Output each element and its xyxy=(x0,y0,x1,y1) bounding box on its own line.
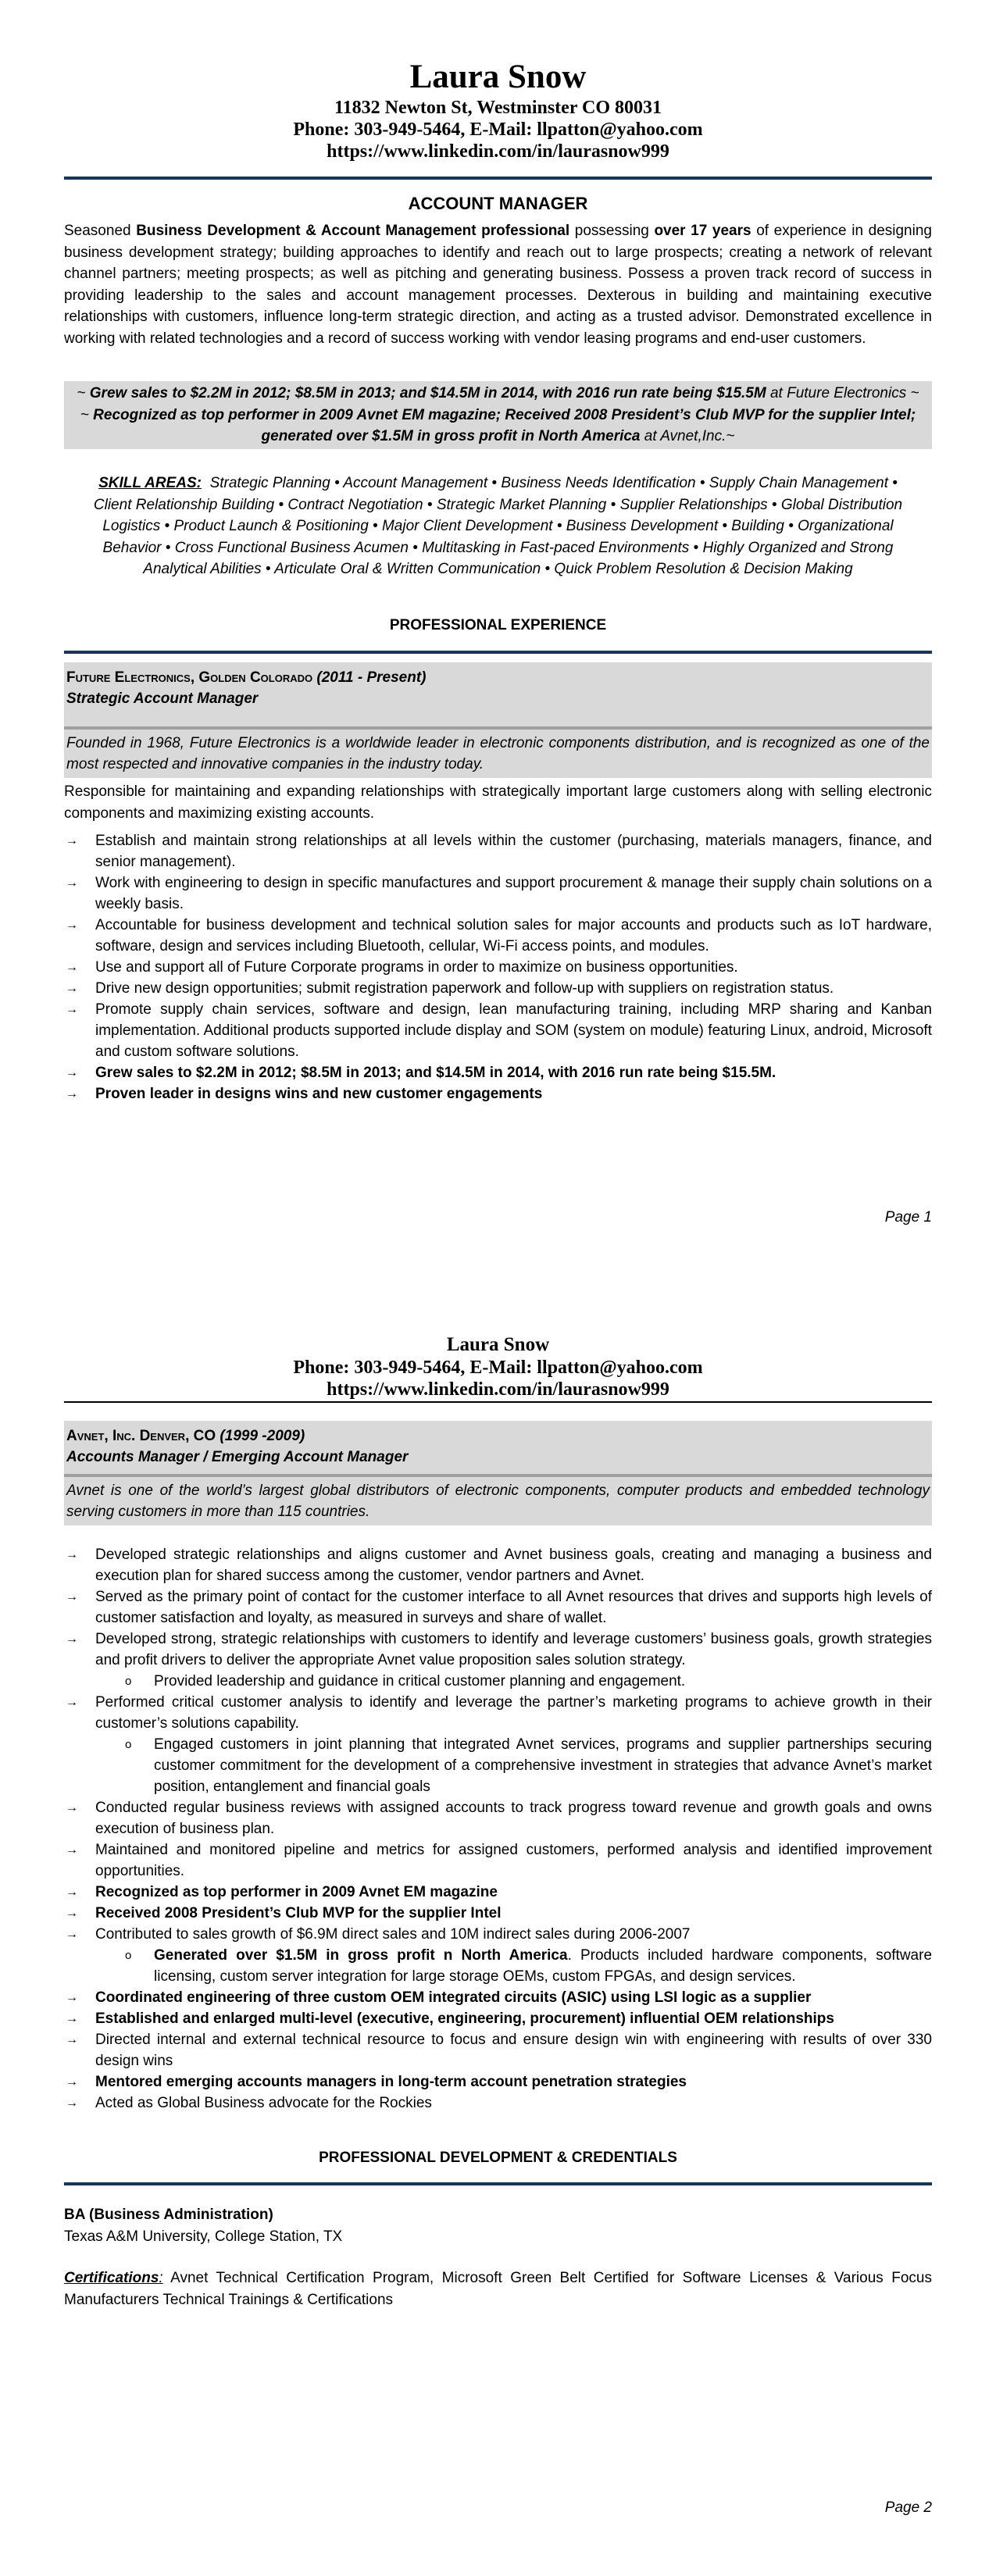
list-item xyxy=(64,2008,932,2029)
highlight-suffix: at Future Electronics ~ xyxy=(766,385,919,401)
bullet-text: Received 2008 President’s Club MVP for the supplier Intel xyxy=(95,1905,502,1921)
list-item xyxy=(64,830,932,872)
experience-title: PROFESSIONAL EXPERIENCE xyxy=(389,617,607,633)
bullet-text: Accountable for business development and technical solution sales for major accounts and products such as IoT hardware, software, design and services including Bluetooth, cellular, Wi-Fi access points, and modules. xyxy=(95,917,932,954)
candidate-name: Laura Snow xyxy=(446,1334,550,1355)
job-bullets-future-electronics xyxy=(64,830,932,1104)
bullet-text: Mentored emerging accounts managers in long-term account penetration strategies xyxy=(95,2074,687,2090)
summary-text: possessing xyxy=(569,223,655,239)
bullet-text: Proven leader in designs wins and new customer engagements xyxy=(95,1086,543,1102)
arrow-bullet-icon: → xyxy=(66,919,78,932)
profile-title: ACCOUNT MANAGER xyxy=(408,194,588,213)
list-item xyxy=(64,1797,932,1839)
job-dates: (1999 -2009) xyxy=(220,1428,305,1444)
job-heading xyxy=(64,1421,932,1474)
bullet-text: Acted as Global Business advocate for the Rockies xyxy=(95,2095,432,2111)
arrow-bullet-icon: → xyxy=(66,1928,78,1941)
arrow-bullet-icon: → xyxy=(66,1843,78,1857)
arrow-bullet-icon: → xyxy=(66,1003,78,1016)
arrow-bullet-icon: → xyxy=(66,2075,78,2089)
header-divider xyxy=(64,177,932,180)
degree: BA (Business Administration) xyxy=(64,2207,273,2223)
company-description: Avnet is one of the world’s largest global distributors of electronic components, computer products and embedded technology serving customers in more than 115 countries. xyxy=(66,1482,930,1520)
list-item xyxy=(64,1692,932,1734)
list-item xyxy=(64,2093,932,2114)
bullet-text: Provided leadership and guidance in critical customer planning and engagement. xyxy=(154,1673,686,1689)
job-header-future-electronics xyxy=(64,662,932,778)
bullet-text: Use and support all of Future Corporate programs in order to maximize on business opportunities. xyxy=(95,959,738,976)
list-item xyxy=(64,1629,932,1671)
bullet-text: Directed internal and external technical resource to focus and ensure design win with engineering with results of over 330 design wins xyxy=(95,2032,932,2069)
highlight-bold: Grew sales to $2.2M in 2012; $8.5M in 2013; and $14.5M in 2014, with 2016 run rate being $15.5M xyxy=(89,385,766,401)
list-item xyxy=(64,999,932,1062)
skills-label: SKILL AREAS: xyxy=(98,475,202,491)
arrow-bullet-icon: → xyxy=(66,1907,78,1920)
list-item xyxy=(64,915,932,957)
arrow-bullet-icon: → xyxy=(66,876,78,890)
bullet-text: Establish and maintain strong relationships at all levels within the customer (purchasing, materials managers, finance, and senior management). xyxy=(95,833,932,870)
list-item xyxy=(64,1062,932,1083)
arrow-bullet-icon: → xyxy=(66,1632,78,1646)
skills-list: Strategic Planning • Account Management • Business Needs Identification • Supply Chain Management • Client Relationship Building • Contract Negotiation • Strategic Market Planning • Supplier Relationships • Global Distribution Logistics • Product Launch & Positioning • Major Client Development • Business Development • Building • Organizational Behavior • Cross Functional Business Acumen • Multitasking in Fast-paced Environments • Highly Organized and Strong Analytical Abilities • Articulate Oral & Written Communication • Quick Problem Resolution & Decision Making xyxy=(93,475,903,577)
candidate-name: Laura Snow xyxy=(409,59,587,95)
summary-text: Seasoned xyxy=(64,223,137,239)
job-dates: (2011 - Present) xyxy=(316,669,427,686)
highlight-bold: Recognized as top performer in 2009 Avnet EM magazine; Received 2008 President’s Club MVP for the supplier Intel; generated over $1.5M in gross profit in North America xyxy=(93,406,916,444)
credentials-title: PROFESSIONAL DEVELOPMENT & CREDENTIALS xyxy=(319,2150,677,2166)
arrow-bullet-icon: → xyxy=(66,1696,78,1709)
job-header-avnet xyxy=(64,1421,932,1525)
bullet-text: Engaged customers in joint planning that integrated Avnet services, programs and supplier partnerships securing customer commitment for the development of a comprehensive investment in strategies that advance Avnet’s market position, entanglement and financial goals xyxy=(154,1736,932,1795)
list-item xyxy=(64,1544,932,1586)
school: Texas A&M University, College Station, TX xyxy=(64,2228,343,2245)
list-item xyxy=(64,1987,932,2008)
arrow-bullet-icon: → xyxy=(66,1066,78,1079)
list-item xyxy=(64,2071,932,2093)
list-item-sub xyxy=(64,1671,932,1692)
arrow-bullet-icon: → xyxy=(66,2096,78,2110)
bullet-text: Conducted regular business reviews with assigned accounts to track progress toward revenue and growth goals and owns execution of business plan. xyxy=(95,1800,932,1837)
list-item xyxy=(64,1083,932,1104)
arrow-bullet-icon: → xyxy=(66,2012,78,2025)
highlight-item xyxy=(64,405,932,448)
bullet-text: Coordinated engineering of three custom OEM integrated circuits (ASIC) using LSI logic as a supplier xyxy=(95,1989,812,2006)
profile-summary xyxy=(64,220,932,349)
highlight-suffix: at Avnet,Inc.~ xyxy=(640,428,735,444)
arrow-bullet-icon: → xyxy=(66,1801,78,1814)
circle-bullet-icon: o xyxy=(125,1738,132,1751)
arrow-bullet-icon: → xyxy=(66,1886,78,1899)
arrow-bullet-icon: → xyxy=(66,1087,78,1101)
summary-emphasis: Business Development & Account Management professional xyxy=(136,223,570,239)
education xyxy=(64,2204,932,2247)
highlight-prefix: ~ xyxy=(77,385,90,401)
bullet-text: Served as the primary point of contact for the customer interface to all Avnet resources that drives and supports high levels of customer satisfaction and loyalty, as measured in surveys and share of wallet. xyxy=(95,1589,932,1626)
bullet-text: Work with engineering to design in specific manufactures and support procurement & manage their supply chain solutions on a weekly basis. xyxy=(95,875,932,912)
summary-text: of experience in designing business development strategy; building approaches to identify and reach out to large prospects; creating a network of relevant channel partners; meeting prospects; as well as pitching and generating business. Possess a proven track record of success in providing leadership to the sales and account management processes. Dexterous in building and maintaining executive relationships with customers, influence long-term strategic direction, and acting as a trusted advisor. Demonstrated excellence in working with related technologies and a record of success working with vendor leasing programs and end-user customers. xyxy=(64,223,932,347)
list-item xyxy=(64,1882,932,1903)
certifications-text: Avnet Technical Certification Program, Microsoft Green Belt Certified for Software Licenses & Various Focus Manufacturers Technical Trainings & Certifications xyxy=(64,2270,932,2308)
highlights-box xyxy=(64,381,932,449)
company-name: Future Electronics, Golden Colorado xyxy=(66,669,313,686)
arrow-bullet-icon: → xyxy=(66,1991,78,2004)
company-name: Avnet, Inc. Denver, CO xyxy=(66,1428,216,1444)
circle-bullet-icon: o xyxy=(125,1675,132,1688)
bullet-text: Performed critical customer analysis to identify and leverage the partner’s marketing programs to achieve growth in their customer’s solutions capability. xyxy=(95,1694,932,1732)
arrow-bullet-icon: → xyxy=(66,961,78,974)
certifications xyxy=(64,2267,932,2310)
list-item-sub xyxy=(64,1734,932,1797)
arrow-bullet-icon: → xyxy=(66,2033,78,2046)
list-item xyxy=(64,2029,932,2071)
list-item xyxy=(64,1586,932,1629)
job-title: Strategic Account Manager xyxy=(66,690,259,707)
arrow-bullet-icon: → xyxy=(66,834,78,847)
linkedin-link[interactable]: https://www.linkedin.com/in/laurasnow999 xyxy=(327,1379,669,1400)
page-number: Page 2 xyxy=(884,2499,932,2516)
bullet-bold-text: Generated over $1.5M in gross profit n North America xyxy=(154,1947,568,1964)
skill-areas xyxy=(78,473,918,580)
address: 11832 Newton St, Westminster CO 80031 xyxy=(334,98,662,118)
bullet-text: Drive new design opportunities; submit registration paperwork and follow-up with suppliers on registration status. xyxy=(95,980,834,997)
bullet-text: Established and enlarged multi-level (executive, engineering, procurement) influential OEM relationships xyxy=(95,2010,834,2027)
list-item xyxy=(64,957,932,978)
bullet-text: Contributed to sales growth of $6.9M direct sales and 10M indirect sales during 2006-2007 xyxy=(95,1926,691,1943)
list-item xyxy=(64,872,932,915)
linkedin-link[interactable]: https://www.linkedin.com/in/laurasnow999 xyxy=(327,141,669,162)
contact-line: Phone: 303-949-5464, E-Mail: llpatton@yahoo.com xyxy=(293,120,703,140)
page-number: Page 1 xyxy=(884,1209,932,1226)
list-item xyxy=(64,1924,932,1945)
summary-emphasis: over 17 years xyxy=(654,223,751,239)
bullet-text: Maintained and monitored pipeline and metrics for assigned customers, performed analysis and identified improvement opportunities. xyxy=(95,1842,932,1879)
job-title: Accounts Manager / Emerging Account Manager xyxy=(66,1449,409,1465)
credentials-divider xyxy=(64,2182,932,2185)
contact-line: Phone: 303-949-5464, E-Mail: llpatton@yahoo.com xyxy=(293,1358,703,1378)
certifications-colon: : xyxy=(159,2270,163,2286)
list-item xyxy=(64,1903,932,1924)
highlight-prefix: ~ xyxy=(80,406,94,423)
highlight-item xyxy=(64,383,932,405)
arrow-bullet-icon: → xyxy=(66,982,78,995)
list-item xyxy=(64,1839,932,1882)
list-item-sub xyxy=(64,1945,932,1987)
bullet-text: Developed strategic relationships and aligns customer and Avnet business goals, creating and managing a business and execution plan for shared success among the customer, vendor partners and Avnet. xyxy=(95,1547,932,1584)
certifications-label: Certifications xyxy=(64,2270,159,2286)
company-description: Founded in 1968, Future Electronics is a worldwide leader in electronic components distribution, and is recognized as one of the most respected and innovative companies in the industry today. xyxy=(66,735,930,772)
experience-divider xyxy=(64,651,932,654)
job-responsibility: Responsible for maintaining and expanding relationships with strategically important large customers along with selling electronic components and maximizing existing accounts. xyxy=(64,783,932,822)
bullet-text: Developed strong, strategic relationships with customers to identify and leverage customers’ business goals, growth strategies and profit drivers to deliver the appropriate Avnet value proposition sales solution strategy. xyxy=(95,1631,932,1668)
circle-bullet-icon: o xyxy=(125,1949,132,1962)
arrow-bullet-icon: → xyxy=(66,1590,78,1604)
list-item xyxy=(64,978,932,999)
bullet-text: Recognized as top performer in 2009 Avnet EM magazine xyxy=(95,1884,498,1900)
job-bullets-avnet xyxy=(64,1544,932,2114)
bullet-text: Grew sales to $2.2M in 2012; $8.5M in 2013; and $14.5M in 2014, with 2016 run rate being $15.5M. xyxy=(95,1065,776,1081)
bullet-text: Promote supply chain services, software and design, lean manufacturing training, including MRP sharing and Kanban implementation. Additional products supported include display and SOM (system on module) featuring Linux, android, Microsoft and custom software solutions. xyxy=(95,1001,932,1060)
job-heading xyxy=(64,662,932,726)
arrow-bullet-icon: → xyxy=(66,1548,78,1561)
bullet-text: . Products included hardware components, software licensing, custom server integration for large storage OEMs, custom FPGAs, and design services. xyxy=(154,1947,933,1985)
header-divider xyxy=(64,1401,932,1403)
